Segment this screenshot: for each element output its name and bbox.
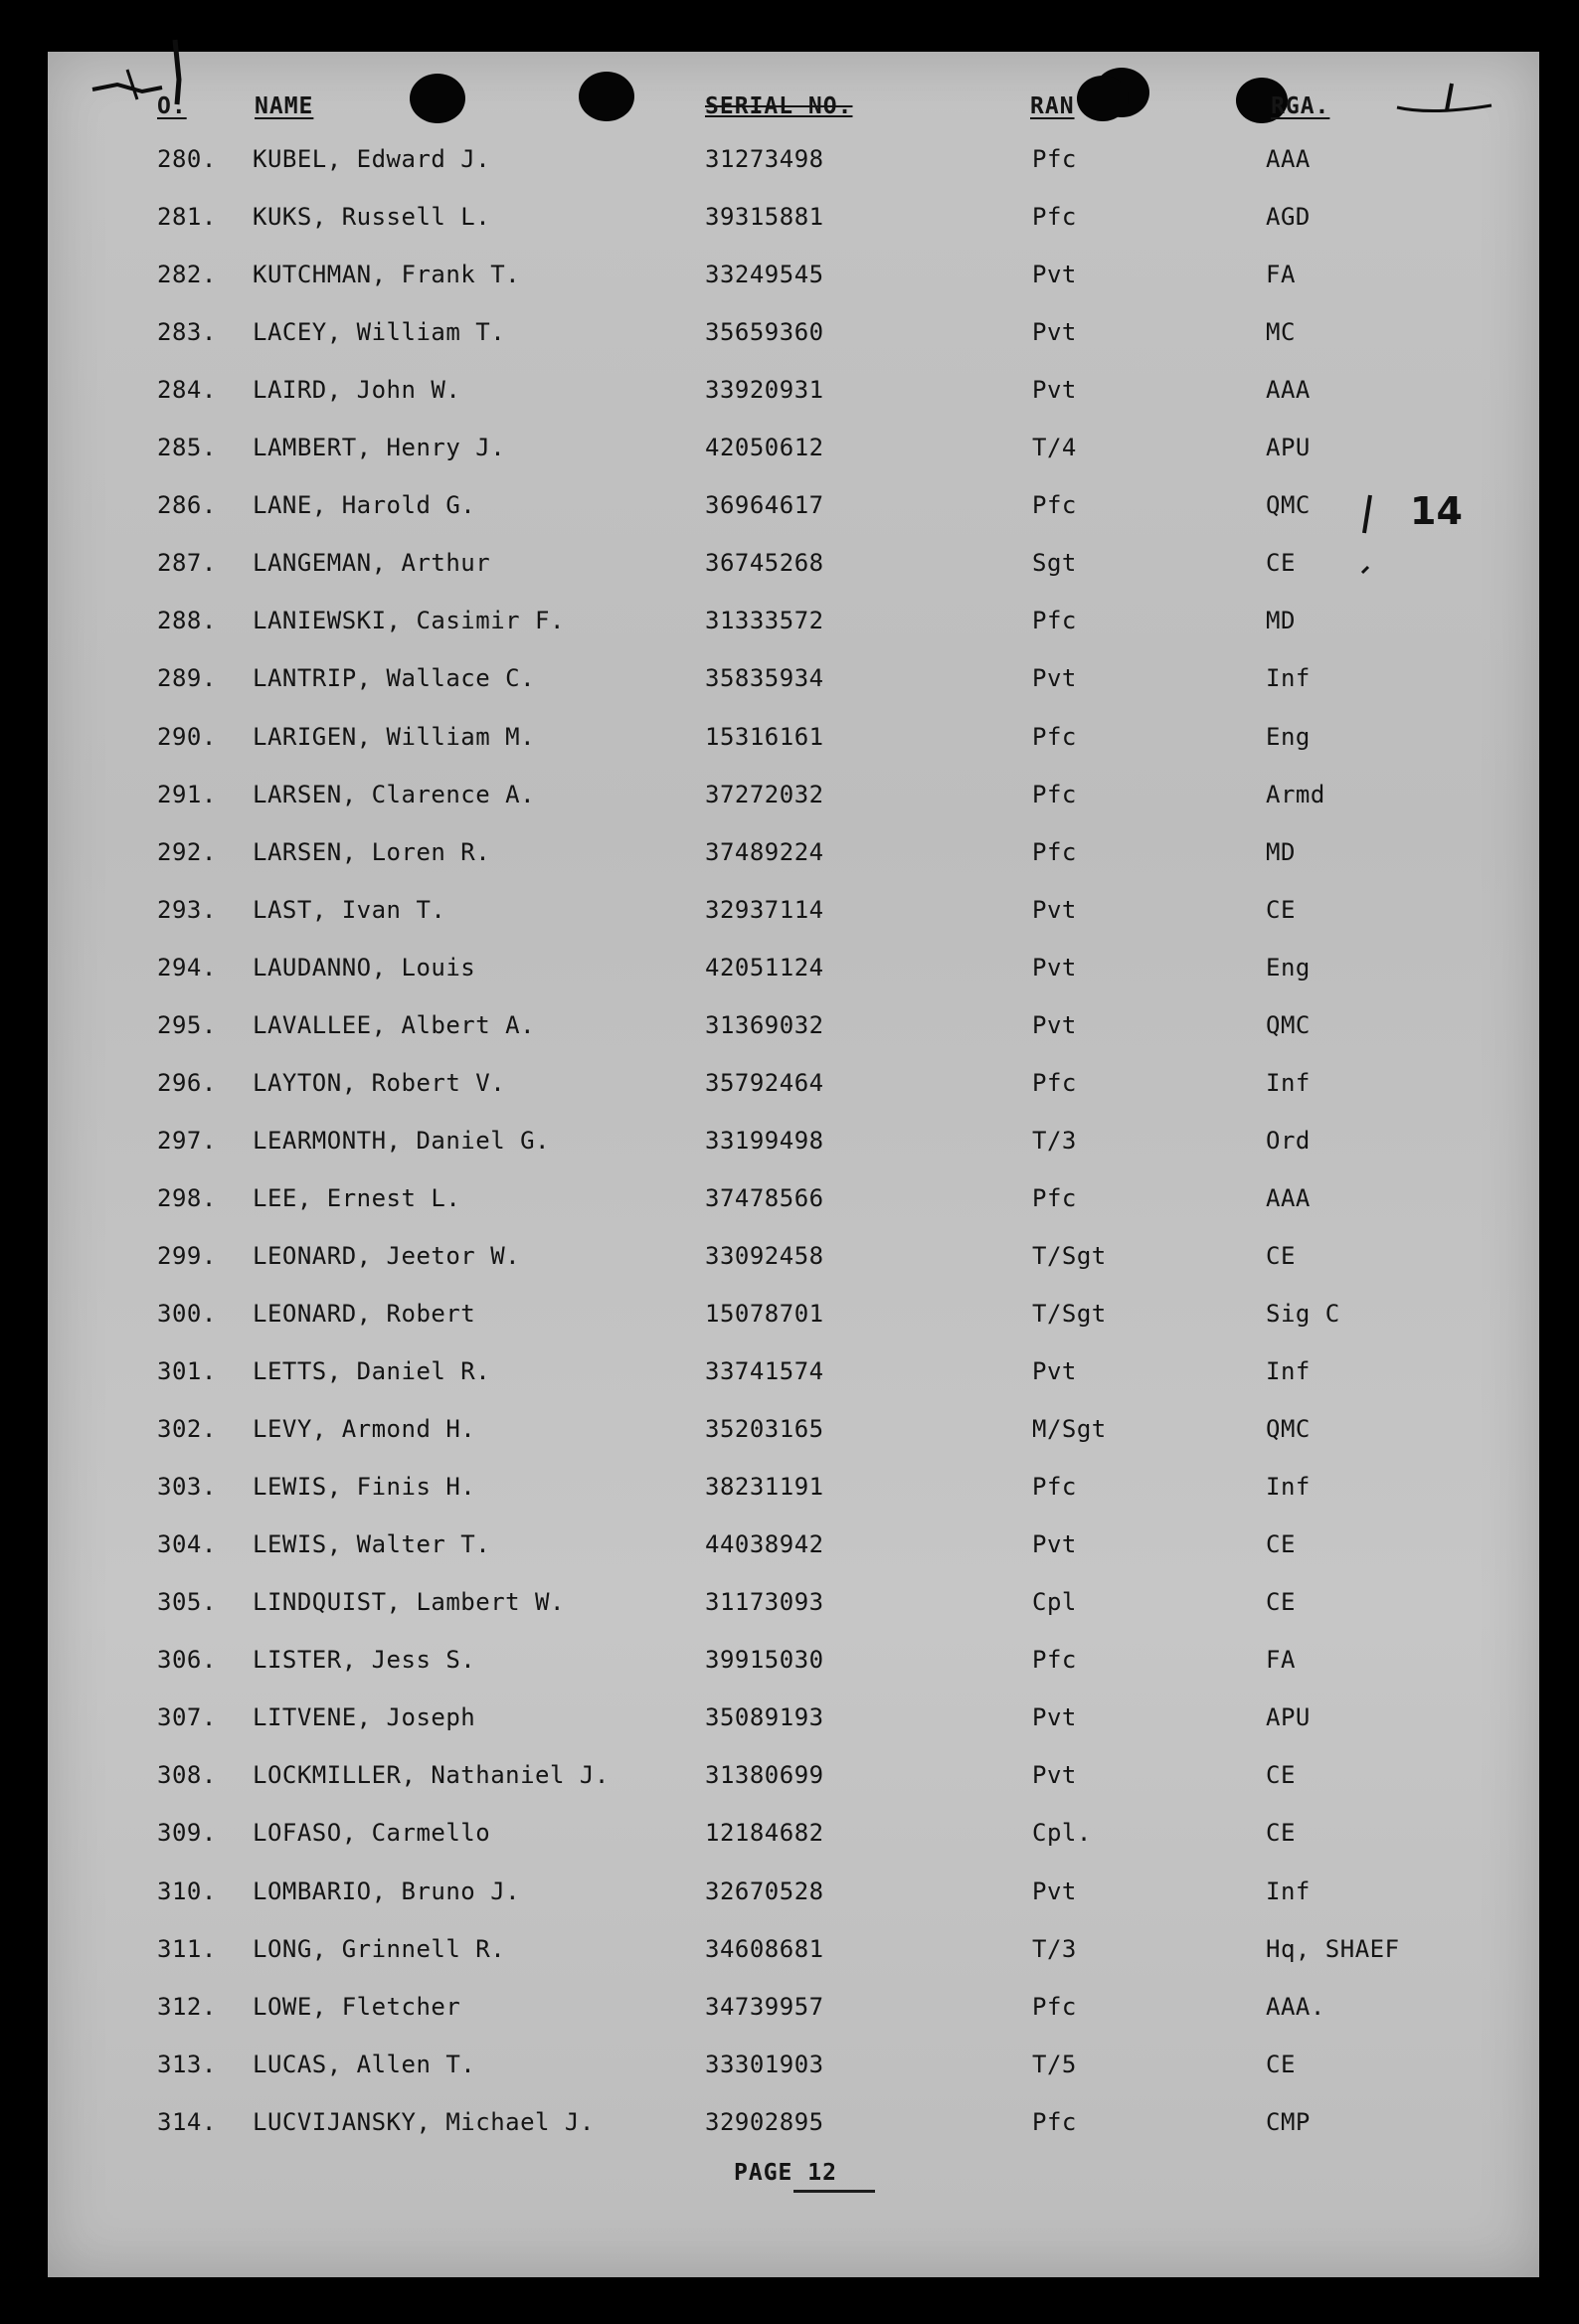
row-serial: 39315881 — [705, 203, 824, 232]
row-rank: Pfc — [1032, 203, 1077, 232]
margin-page-note: 14 — [1410, 489, 1463, 533]
row-name: LINDQUIST, Lambert W. — [253, 1588, 565, 1617]
row-serial: 15078701 — [705, 1300, 824, 1328]
row-name: LEVY, Armond H. — [253, 1415, 476, 1444]
row-rank: T/3 — [1032, 1934, 1077, 1963]
row-number: 310. — [157, 1877, 217, 1905]
row-orga: Armd — [1266, 780, 1325, 808]
row-rank: Pvt — [1032, 1703, 1077, 1732]
row-orga: Eng — [1266, 953, 1311, 982]
table-row — [0, 197, 1579, 237]
row-rank: Pfc — [1032, 1068, 1077, 1097]
table-row — [0, 1063, 1579, 1103]
punch-hole-left — [410, 74, 465, 123]
row-name: LAST, Ivan T. — [253, 895, 446, 924]
table-row — [0, 1236, 1579, 1276]
row-orga: AGD — [1266, 203, 1311, 232]
row-orga: CE — [1266, 549, 1296, 578]
row-number: 305. — [157, 1588, 217, 1617]
row-orga: Inf — [1266, 1068, 1311, 1097]
table-row — [0, 1409, 1579, 1449]
row-serial: 32902895 — [705, 2107, 824, 2136]
page-footer — [734, 2160, 837, 2186]
row-name: LETTS, Daniel R. — [253, 1357, 491, 1385]
row-number: 300. — [157, 1300, 217, 1328]
row-orga: Ord — [1266, 1126, 1311, 1155]
row-orga: CE — [1266, 1530, 1296, 1559]
row-serial: 37272032 — [705, 780, 824, 808]
page-number: 12 — [807, 2160, 837, 2186]
row-number: 311. — [157, 1934, 217, 1963]
row-number: 281. — [157, 203, 217, 232]
row-rank: Pvt — [1032, 1357, 1077, 1385]
row-number: 293. — [157, 895, 217, 924]
row-serial: 34739957 — [705, 1992, 824, 2021]
row-name: LAIRD, John W. — [253, 376, 461, 405]
row-name: LEWIS, Finis H. — [253, 1473, 476, 1502]
table-row — [0, 428, 1579, 467]
row-serial: 33092458 — [705, 1242, 824, 1270]
table-row — [0, 1582, 1579, 1622]
punch-hole-rank — [1077, 76, 1129, 121]
row-name: KUTCHMAN, Frank T. — [253, 261, 521, 289]
table-row — [0, 1524, 1579, 1564]
row-serial: 42051124 — [705, 953, 824, 982]
table-row — [0, 1467, 1579, 1507]
row-rank: Pvt — [1032, 1530, 1077, 1559]
row-name: LANTRIP, Wallace C. — [253, 664, 536, 693]
row-rank: Pvt — [1032, 376, 1077, 405]
row-orga: QMC — [1266, 491, 1311, 520]
row-orga: Inf — [1266, 1357, 1311, 1385]
row-number: 283. — [157, 318, 217, 347]
table-row — [0, 370, 1579, 410]
table-row — [0, 601, 1579, 640]
row-serial: 35203165 — [705, 1415, 824, 1444]
row-serial: 15316161 — [705, 722, 824, 751]
row-serial: 32937114 — [705, 895, 824, 924]
row-orga: FA — [1266, 1646, 1296, 1675]
row-serial: 12184682 — [705, 1819, 824, 1848]
row-orga: CMP — [1266, 2107, 1311, 2136]
table-row — [0, 485, 1579, 525]
row-number: 307. — [157, 1703, 217, 1732]
row-name: LAUDANNO, Louis — [253, 953, 476, 982]
row-orga: APU — [1266, 434, 1311, 462]
pen-mark-top-left-icon — [88, 30, 217, 119]
row-orga: Hq, SHAEF — [1266, 1934, 1400, 1963]
row-serial: 31369032 — [705, 1010, 824, 1039]
row-name: KUBEL, Edward J. — [253, 145, 491, 173]
row-orga: MD — [1266, 607, 1296, 635]
table-row — [0, 1698, 1579, 1737]
row-name: LEWIS, Walter T. — [253, 1530, 491, 1559]
row-serial: 33741574 — [705, 1357, 824, 1385]
table-row — [0, 139, 1579, 179]
row-rank: Pvt — [1032, 261, 1077, 289]
table-row — [0, 832, 1579, 872]
row-name: LONG, Grinnell R. — [253, 1934, 506, 1963]
row-serial: 38231191 — [705, 1473, 824, 1502]
row-number: 302. — [157, 1415, 217, 1444]
row-orga: Inf — [1266, 664, 1311, 693]
row-rank: Pfc — [1032, 145, 1077, 173]
row-serial: 37489224 — [705, 837, 824, 866]
row-serial: 32670528 — [705, 1877, 824, 1905]
row-name: LOCKMILLER, Nathaniel J. — [253, 1761, 610, 1790]
row-name: LANE, Harold G. — [253, 491, 476, 520]
row-name: LANIEWSKI, Casimir F. — [253, 607, 565, 635]
row-rank: Pvt — [1032, 1010, 1077, 1039]
row-name: LEARMONTH, Daniel G. — [253, 1126, 550, 1155]
row-number: 297. — [157, 1126, 217, 1155]
row-serial: 31333572 — [705, 607, 824, 635]
table-row — [0, 1121, 1579, 1161]
row-rank: Sgt — [1032, 549, 1077, 578]
page-prefix: PAGE — [734, 2160, 793, 2186]
row-name: LAYTON, Robert V. — [253, 1068, 506, 1097]
row-number: 288. — [157, 607, 217, 635]
table-row — [0, 1987, 1579, 2027]
row-number: 304. — [157, 1530, 217, 1559]
table-row — [0, 775, 1579, 814]
page-number-underline — [793, 2190, 875, 2193]
table-row — [0, 1929, 1579, 1969]
row-orga: Eng — [1266, 722, 1311, 751]
row-rank: Pvt — [1032, 953, 1077, 982]
row-orga: CE — [1266, 1588, 1296, 1617]
row-rank: M/Sgt — [1032, 1415, 1107, 1444]
row-rank: Pvt — [1032, 1761, 1077, 1790]
row-serial: 35792464 — [705, 1068, 824, 1097]
row-serial: 44038942 — [705, 1530, 824, 1559]
row-name: LARSEN, Loren R. — [253, 837, 491, 866]
column-header-serial: SERIAL NO. — [705, 93, 853, 119]
row-number: 296. — [157, 1068, 217, 1097]
table-row — [0, 1178, 1579, 1218]
row-number: 312. — [157, 1992, 217, 2021]
row-rank: Pfc — [1032, 837, 1077, 866]
row-name: LACEY, William T. — [253, 318, 506, 347]
table-row — [0, 2102, 1579, 2142]
row-rank: Pfc — [1032, 607, 1077, 635]
row-rank: Pfc — [1032, 780, 1077, 808]
row-number: 298. — [157, 1183, 217, 1212]
row-name: LEONARD, Robert — [253, 1300, 476, 1328]
row-serial: 33249545 — [705, 261, 824, 289]
row-number: 295. — [157, 1010, 217, 1039]
row-rank: Pfc — [1032, 722, 1077, 751]
row-serial: 35089193 — [705, 1703, 824, 1732]
row-serial: 31273498 — [705, 145, 824, 173]
row-number: 282. — [157, 261, 217, 289]
row-number: 291. — [157, 780, 217, 808]
row-rank: Pvt — [1032, 1877, 1077, 1905]
row-name: LOWE, Fletcher — [253, 1992, 461, 2021]
row-rank: Pfc — [1032, 2107, 1077, 2136]
row-orga: CE — [1266, 1819, 1296, 1848]
row-name: LUCVIJANSKY, Michael J. — [253, 2107, 595, 2136]
row-rank: T/Sgt — [1032, 1242, 1107, 1270]
row-name: LUCAS, Allen T. — [253, 2050, 476, 2078]
table-row — [0, 948, 1579, 987]
row-serial: 39915030 — [705, 1646, 824, 1675]
row-orga: CE — [1266, 1242, 1296, 1270]
table-row — [0, 717, 1579, 757]
row-number: 294. — [157, 953, 217, 982]
row-serial: 31173093 — [705, 1588, 824, 1617]
row-name: LITVENE, Joseph — [253, 1703, 476, 1732]
row-rank: T/5 — [1032, 2050, 1077, 2078]
row-serial: 34608681 — [705, 1934, 824, 1963]
row-orga: CE — [1266, 1761, 1296, 1790]
row-serial: 31380699 — [705, 1761, 824, 1790]
row-name: LAVALLEE, Albert A. — [253, 1010, 536, 1039]
row-orga: AAA — [1266, 376, 1311, 405]
row-rank: Cpl — [1032, 1588, 1077, 1617]
row-name: LEE, Ernest L. — [253, 1183, 461, 1212]
row-name: LANGEMAN, Arthur — [253, 549, 491, 578]
table-row — [0, 312, 1579, 352]
table-row — [0, 658, 1579, 698]
column-header-name: NAME — [255, 93, 314, 119]
row-number: 309. — [157, 1819, 217, 1848]
row-number: 292. — [157, 837, 217, 866]
row-rank: T/Sgt — [1032, 1300, 1107, 1328]
row-rank: Pfc — [1032, 1183, 1077, 1212]
row-number: 284. — [157, 376, 217, 405]
row-orga: QMC — [1266, 1415, 1311, 1444]
row-rank: Pvt — [1032, 318, 1077, 347]
row-name: LAMBERT, Henry J. — [253, 434, 506, 462]
table-row — [0, 1640, 1579, 1680]
column-header-no: O. — [157, 93, 187, 119]
row-orga: AAA — [1266, 145, 1311, 173]
row-orga: Sig C — [1266, 1300, 1340, 1328]
table-row — [0, 1294, 1579, 1334]
row-orga: APU — [1266, 1703, 1311, 1732]
row-name: LOFASO, Carmello — [253, 1819, 491, 1848]
row-number: 303. — [157, 1473, 217, 1502]
row-orga: Inf — [1266, 1877, 1311, 1905]
row-orga: AAA — [1266, 1183, 1311, 1212]
table-row — [0, 890, 1579, 930]
row-serial: 35835934 — [705, 664, 824, 693]
row-number: 287. — [157, 549, 217, 578]
row-name: LOMBARIO, Bruno J. — [253, 1877, 521, 1905]
row-number: 280. — [157, 145, 217, 173]
row-name: LISTER, Jess S. — [253, 1646, 476, 1675]
row-number: 306. — [157, 1646, 217, 1675]
row-rank: Cpl. — [1032, 1819, 1092, 1848]
row-rank: T/4 — [1032, 434, 1077, 462]
row-number: 313. — [157, 2050, 217, 2078]
row-serial: 35659360 — [705, 318, 824, 347]
row-number: 286. — [157, 491, 217, 520]
punch-hole-center — [579, 72, 634, 121]
column-header-rank: RAN — [1030, 93, 1075, 119]
row-serial: 42050612 — [705, 434, 824, 462]
row-rank: Pfc — [1032, 1473, 1077, 1502]
row-orga: Inf — [1266, 1473, 1311, 1502]
row-serial: 36745268 — [705, 549, 824, 578]
column-header-orga: RGA. — [1271, 93, 1330, 119]
row-name: KUKS, Russell L. — [253, 203, 491, 232]
row-serial: 37478566 — [705, 1183, 824, 1212]
row-name: LARIGEN, William M. — [253, 722, 536, 751]
row-orga: MD — [1266, 837, 1296, 866]
row-rank: Pvt — [1032, 664, 1077, 693]
row-name: LARSEN, Clarence A. — [253, 780, 536, 808]
row-orga: FA — [1266, 261, 1296, 289]
table-row — [0, 543, 1579, 583]
table-row — [0, 255, 1579, 294]
row-orga: AAA. — [1266, 1992, 1325, 2021]
row-serial: 36964617 — [705, 491, 824, 520]
row-orga: CE — [1266, 2050, 1296, 2078]
table-row — [0, 1351, 1579, 1391]
row-serial: 33301903 — [705, 2050, 824, 2078]
row-number: 314. — [157, 2107, 217, 2136]
row-rank: T/3 — [1032, 1126, 1077, 1155]
row-number: 285. — [157, 434, 217, 462]
row-orga: MC — [1266, 318, 1296, 347]
row-number: 308. — [157, 1761, 217, 1790]
row-number: 301. — [157, 1357, 217, 1385]
row-rank: Pfc — [1032, 491, 1077, 520]
row-rank: Pfc — [1032, 1992, 1077, 2021]
pen-mark-top-right-icon — [1392, 76, 1501, 125]
row-serial: 33920931 — [705, 376, 824, 405]
row-rank: Pvt — [1032, 895, 1077, 924]
table-row — [0, 1813, 1579, 1853]
row-serial: 33199498 — [705, 1126, 824, 1155]
table-row — [0, 1872, 1579, 1911]
row-orga: CE — [1266, 895, 1296, 924]
row-rank: Pfc — [1032, 1646, 1077, 1675]
table-row — [0, 2045, 1579, 2084]
row-number: 290. — [157, 722, 217, 751]
row-name: LEONARD, Jeetor W. — [253, 1242, 521, 1270]
row-number: 299. — [157, 1242, 217, 1270]
table-row — [0, 1755, 1579, 1795]
row-number: 289. — [157, 664, 217, 693]
table-row — [0, 1005, 1579, 1045]
row-orga: QMC — [1266, 1010, 1311, 1039]
